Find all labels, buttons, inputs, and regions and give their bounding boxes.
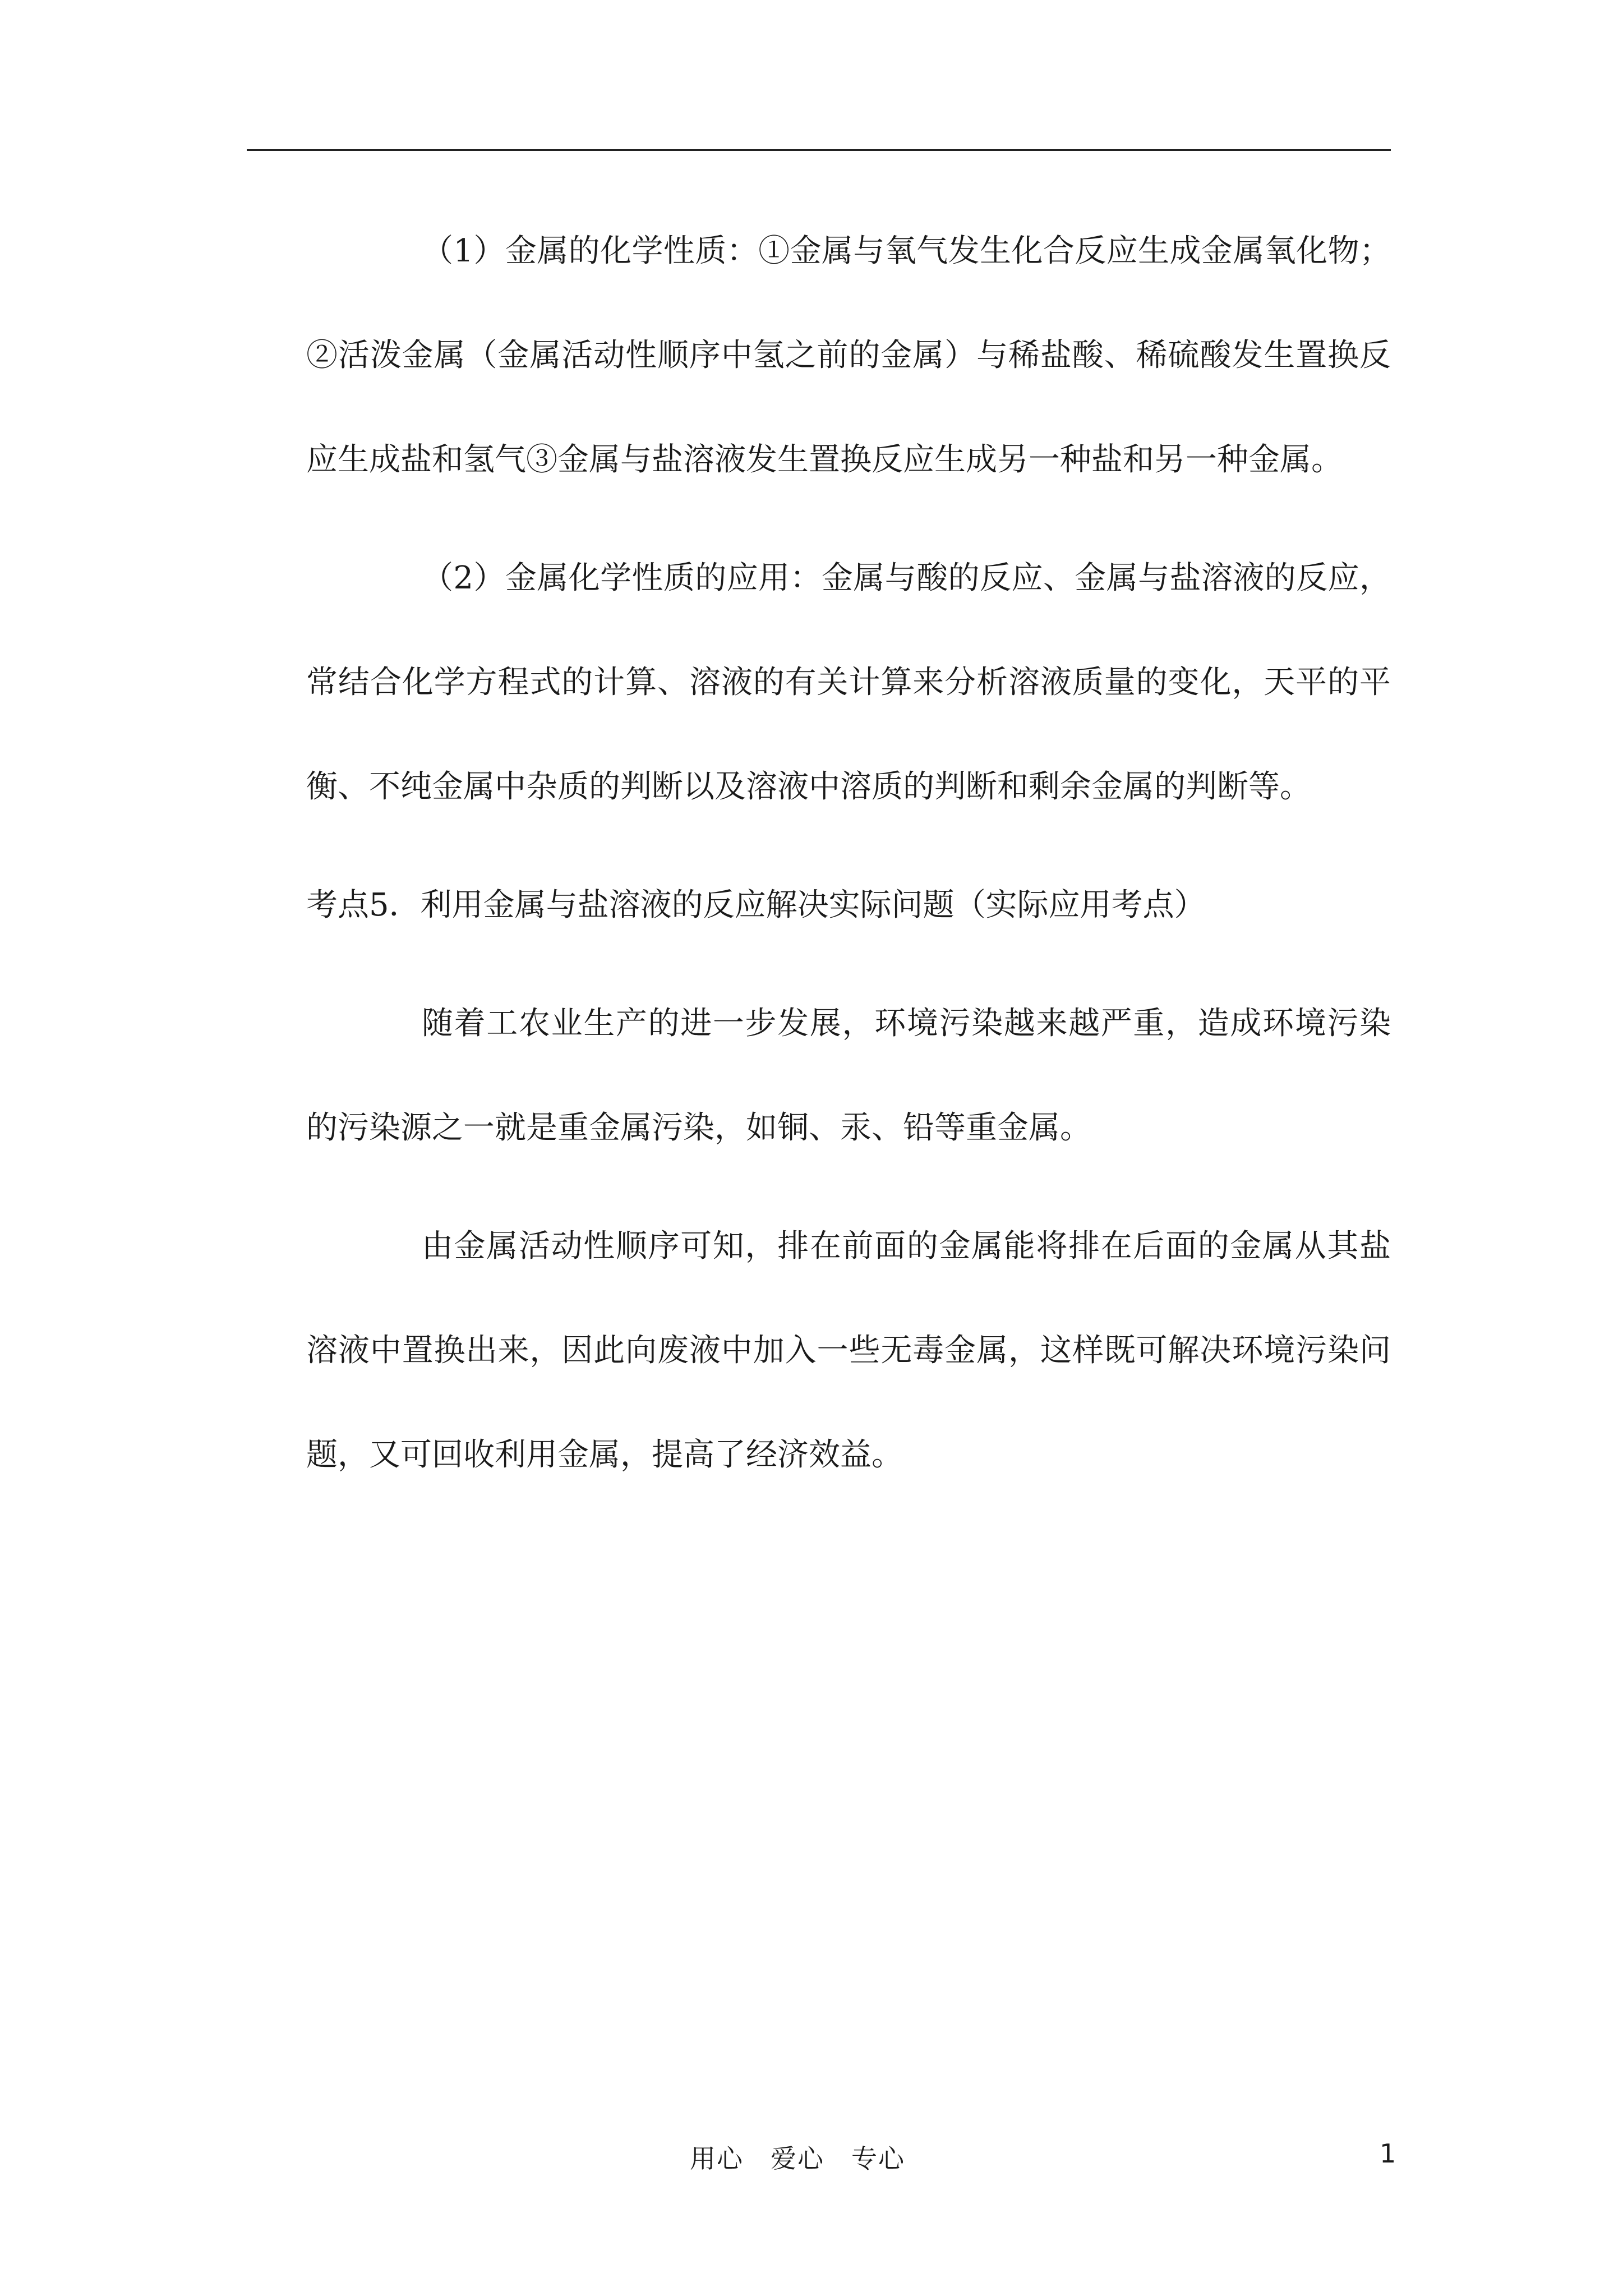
- section-heading-exam-point-5: 考点5．利用金属与盐溶液的反应解决实际问题（实际应用考点）: [306, 887, 1206, 923]
- paragraph-heavy-metal-pollution: 随着工农业生产的进一步发展，环境污染越来越严重，造成环境污染的污染源之一就是重金属污染，如铜、汞、铅等重金属。: [306, 1005, 1391, 1146]
- footer-motto: 用心 爱心 专心: [690, 2143, 905, 2174]
- paragraph-chemical-applications: （2）金属化学性质的应用：金属与酸的反应、金属与盐溶液的反应，常结合化学方程式的计算、溶液的有关计算来分析溶液质量的变化，天平的平衡、不纯金属中杂质的判断以及溶液中溶质的判断和剩余金属的判断等。: [306, 560, 1391, 805]
- document-body: [306, 199, 1391, 1507]
- paragraph-chemical-properties: （1）金属的化学性质：①金属与氧气发生化合反应生成金属氧化物；②活泼金属（金属活动性顺序中氢之前的金属）与稀盐酸、稀硫酸发生置换反应生成盐和氢气③金属与盐溶液发生置换反应生成另一种盐和另一种金属。: [306, 233, 1391, 478]
- paragraph-metal-recovery: 由金属活动性顺序可知，排在前面的金属能将排在后面的金属从其盐溶液中置换出来，因此向废液中加入一些无毒金属，这样既可解决环境污染问题，又可回收利用金属，提高了经济效益。: [306, 1228, 1391, 1473]
- page-number: 1: [1380, 2138, 1396, 2169]
- header-rule: [247, 149, 1391, 151]
